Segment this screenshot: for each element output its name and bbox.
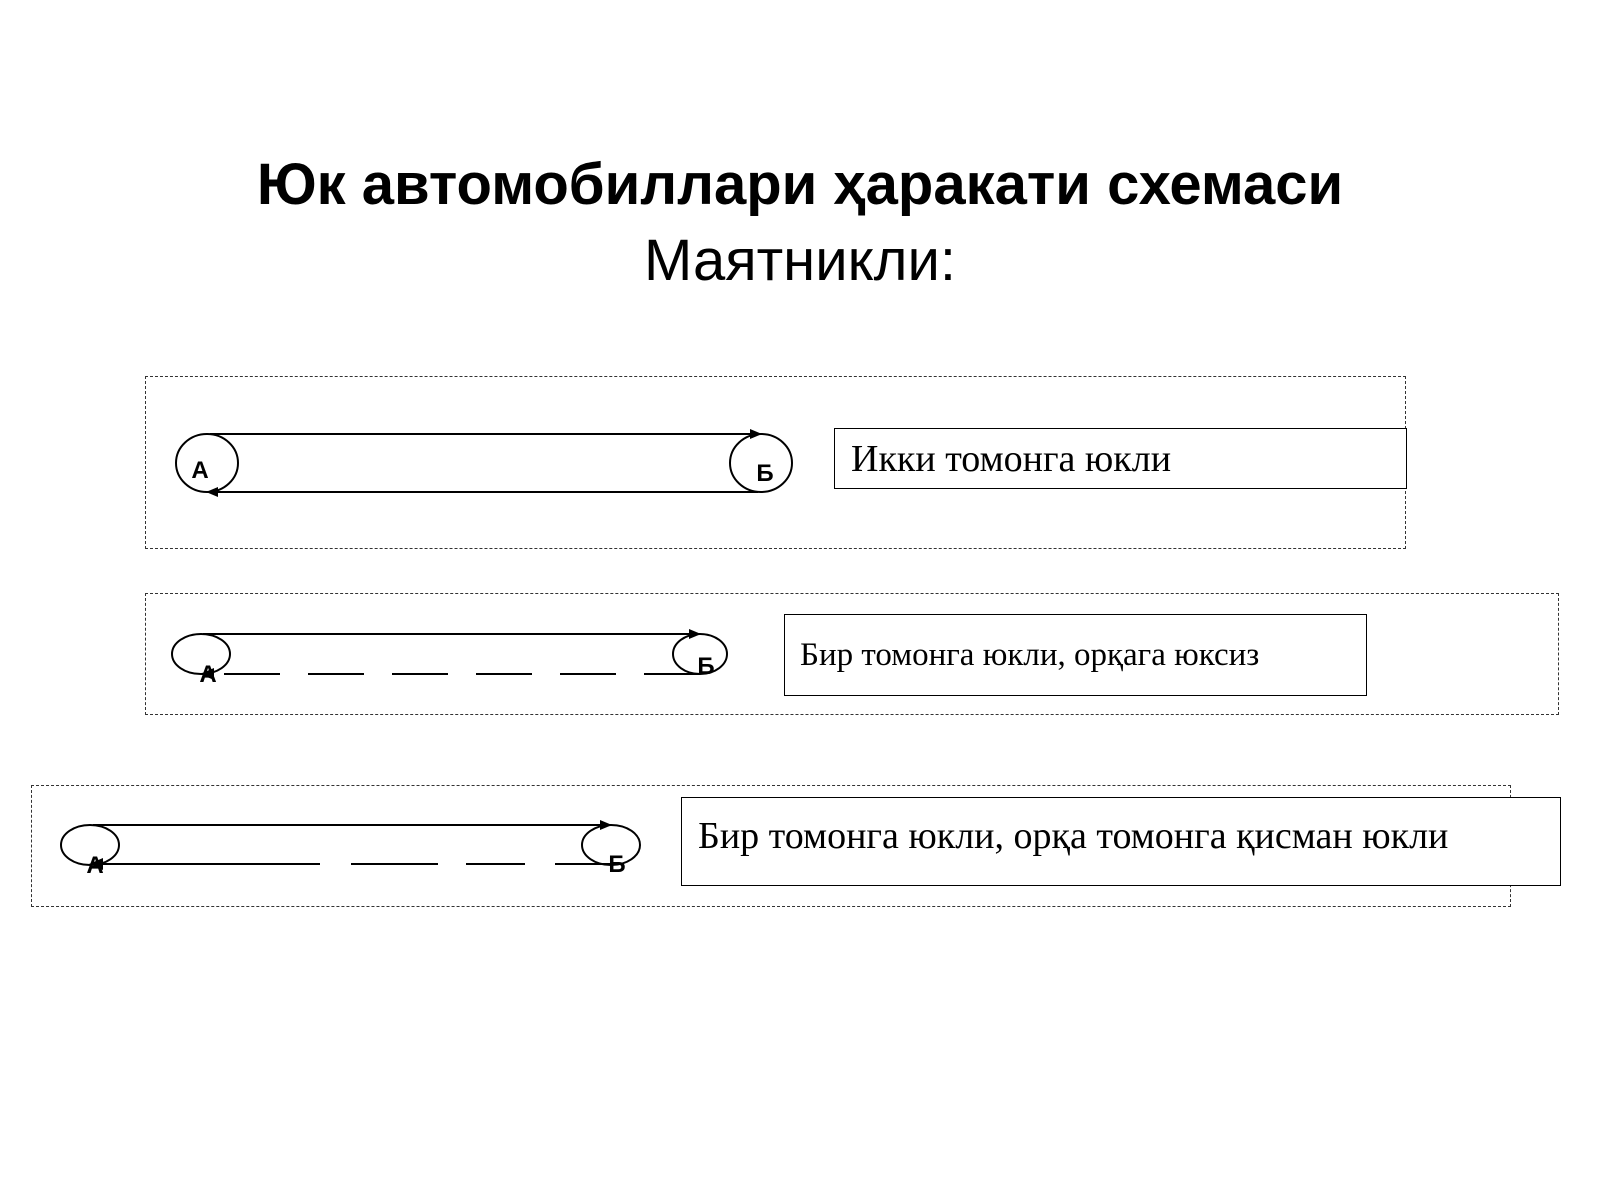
scheme-3-description: Бир томонга юкли, орқа томонга қисман юкли bbox=[698, 815, 1449, 857]
scheme-1-point-b-label: Б bbox=[756, 460, 774, 487]
scheme-2-description: Бир томонга юкли, орқага юксиз bbox=[800, 636, 1260, 673]
scheme-3-route bbox=[61, 825, 640, 879]
scheme-2-point-a-label: А bbox=[199, 661, 217, 688]
scheme-1-point-a-label: А bbox=[191, 457, 209, 484]
scheme-2-route bbox=[172, 634, 727, 688]
scheme-1-route bbox=[176, 434, 792, 492]
page-subtitle: Маятникли: bbox=[643, 228, 956, 293]
scheme-1-description: Икки томонга юкли bbox=[851, 437, 1172, 480]
scheme-2-point-b-label: Б bbox=[697, 653, 715, 680]
scheme-3-point-a-label: А bbox=[86, 852, 104, 879]
page-title: Юк автомобиллари ҳаракати схемаси bbox=[256, 152, 1344, 217]
scheme-3-point-b-label: Б bbox=[608, 851, 626, 878]
